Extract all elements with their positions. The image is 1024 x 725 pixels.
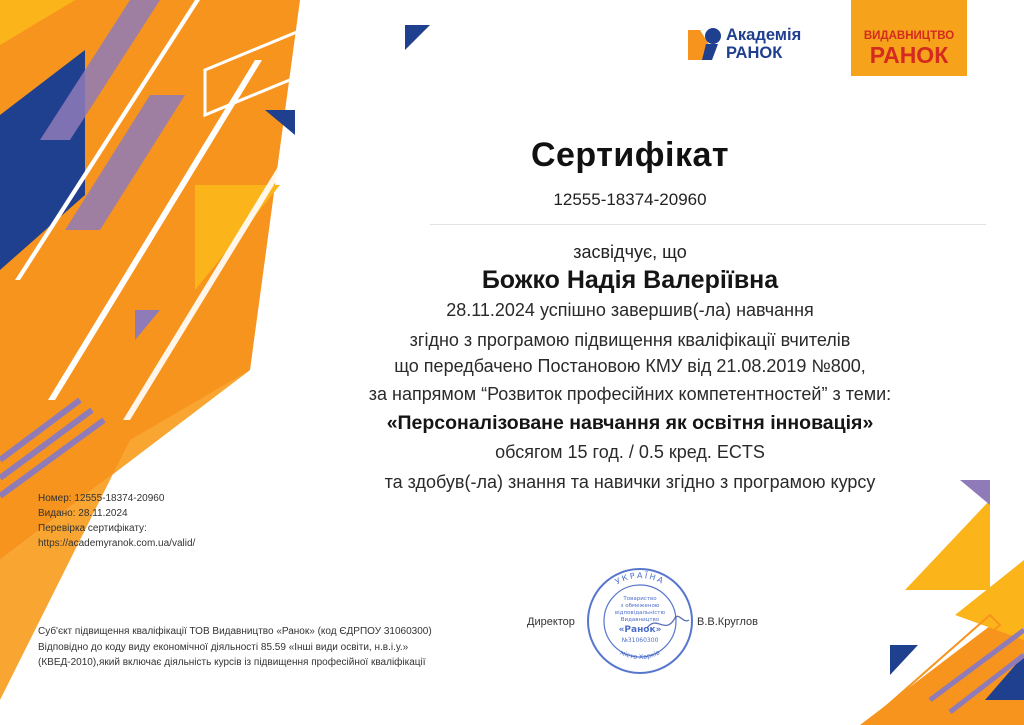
academy-logo-line2: РАНОК [726, 44, 783, 62]
course-volume: обсягом 15 год. / 0.5 кред. ECTS [495, 442, 765, 462]
info-issued: Видано: 28.11.2024 [38, 508, 128, 519]
academy-ranok-logo [688, 24, 828, 66]
director-name: В.В.Круглов [697, 616, 758, 628]
decor-right-blue-1 [890, 645, 918, 675]
decor-blue-small-2 [405, 25, 430, 50]
stamp-code: №31060300 [621, 637, 659, 644]
completion-line: 28.11.2024 успішно завершив(-ла) навчання [446, 300, 814, 320]
academy-logo-line1: Академія [726, 26, 802, 44]
divider [430, 224, 986, 225]
info-number: Номер: 12555-18374-20960 [38, 493, 165, 504]
recipient-name: Божко Надія Валеріївна [481, 266, 779, 294]
academy-ranok-mark-icon [688, 26, 722, 62]
skills-line: та здобув(-ла) знання та навички згідно з програмою курсу [384, 472, 876, 492]
program-line: згідно з програмою підвищення кваліфікації вчителів [409, 330, 851, 350]
publisher-logo-line1: ВИДАВНИЦТВО [863, 30, 955, 42]
certificate-number: 12555-18374-20960 [553, 190, 707, 209]
publisher-logo-line2: РАНОК [869, 42, 949, 68]
svg-text:місто Харків [619, 648, 661, 661]
legal-line-3: (КВЕД-2010),який включає діяльність курсів із підвищення професійної кваліфікації [38, 657, 426, 668]
legal-line-1: Суб'єкт підвищення кваліфікації ТОВ Видавництво «Ранок» (код ЄДРПОУ 31060300) [38, 626, 432, 637]
legal-info [38, 624, 432, 671]
direction-line: за напрямом “Розвиток професійних компетентностей” з теми: [368, 384, 892, 404]
info-check-url[interactable]: https://academyranok.com.ua/valid/ [38, 538, 196, 549]
stamp-line-1: Товариство [623, 596, 657, 602]
director-label: Директор [527, 616, 575, 628]
certificate-info [38, 491, 195, 551]
certificate-title: Сертифікат [530, 136, 730, 174]
resolution-line: що передбачено Постановою КМУ від 21.08.2019 №800, [394, 356, 866, 376]
decor-right-yellow-1 [905, 500, 990, 590]
course-title: «Персоналізоване навчання як освітня інновація» [386, 412, 874, 434]
stamp-line-2: з обмеженою [620, 603, 660, 609]
certifies-text: засвідчує, що [573, 242, 687, 262]
stamp-ring-bottom: місто Харків [618, 648, 662, 662]
publisher-ranok-logo [851, 0, 967, 76]
legal-line-2: Відповідно до коду виду економічної діяльності 85.59 «Інші види освіти, н.в.і.у.» [38, 641, 409, 653]
stamp-line-3: відповідальністю [614, 610, 666, 616]
info-check-label: Перевірка сертифікату: [38, 523, 147, 534]
stamp-ring-top: УКРАЇНА [613, 570, 667, 587]
stamp-line-4: Видавництво [620, 617, 660, 623]
official-stamp [585, 566, 695, 676]
stamp-center: «Ранок» [618, 625, 662, 635]
